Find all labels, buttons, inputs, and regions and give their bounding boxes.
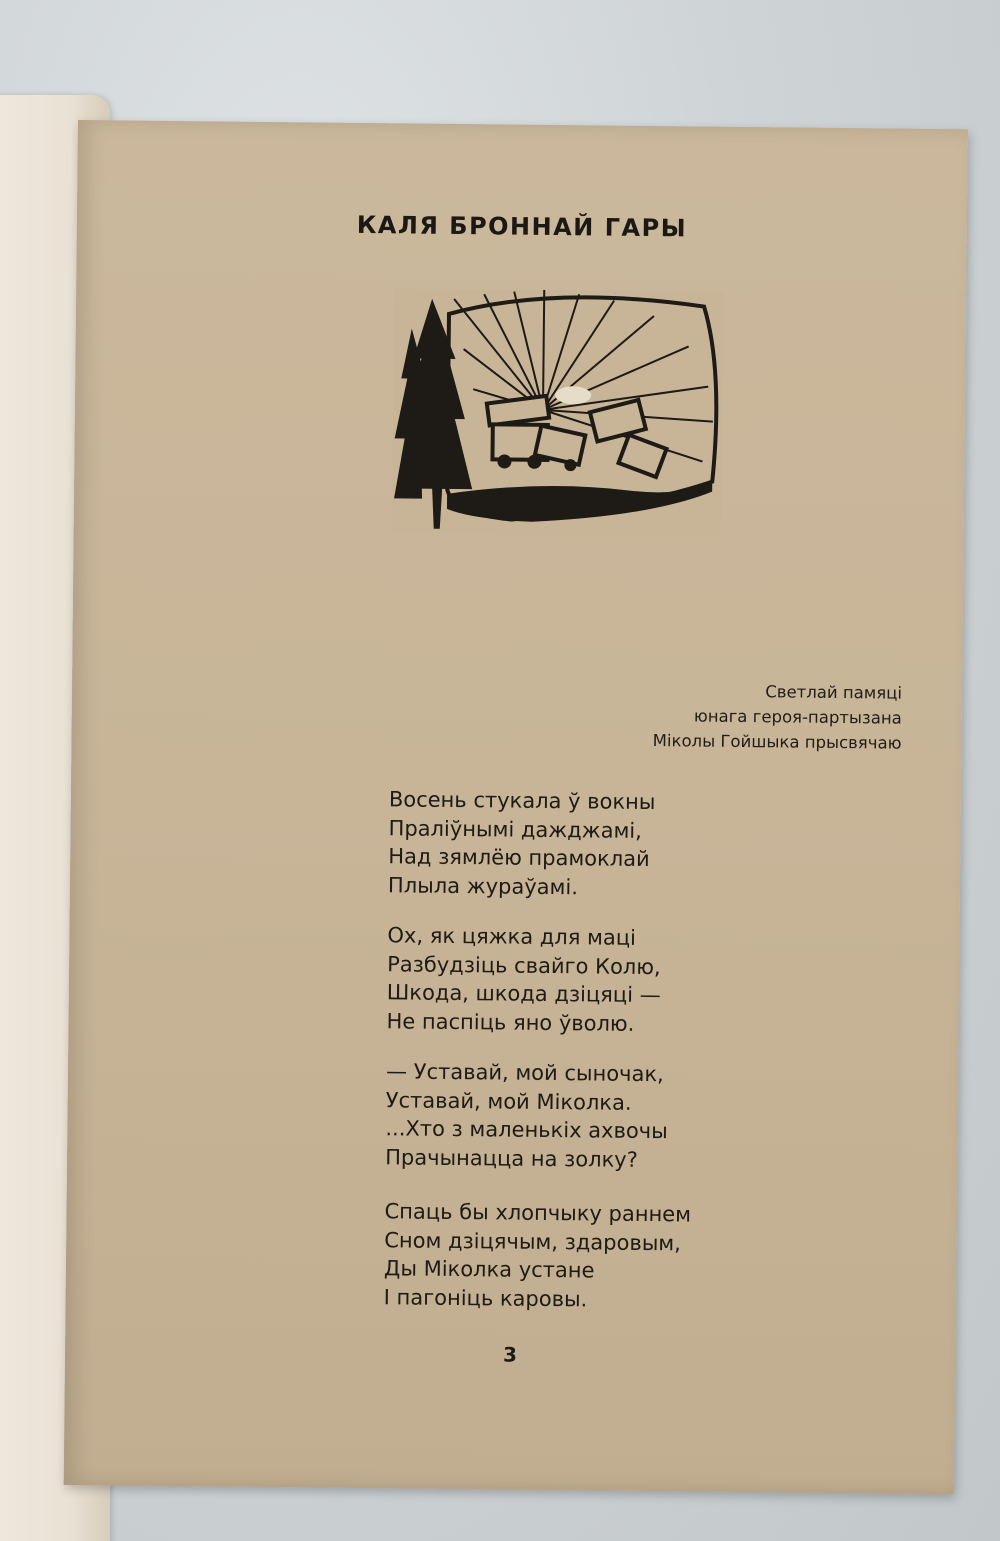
verse-line: Ды Міколка устане — [383, 1256, 595, 1283]
verse-line: — Уставай, мой сыночак, — [385, 1059, 664, 1087]
stanza — [386, 921, 661, 1038]
verse-line: Над зямлёю прамоклай — [388, 844, 650, 872]
stanza — [388, 785, 656, 902]
verse-line: Шкода, шкода дзіцяці — — [386, 980, 661, 1008]
dedication — [653, 678, 903, 756]
verse-line: Плыла жураўамі. — [387, 872, 579, 899]
verse-line: Разбудзіць свайго Колю, — [387, 951, 661, 979]
verse-line: Праліўнымі дажджамі, — [388, 815, 643, 843]
verse-line: Ох, як цяжка для маці — [387, 923, 637, 950]
dedication-line: Светлай памяці — [765, 682, 903, 703]
poem-title: КАЛЯ БРОННАЙ ГАРЫ — [356, 210, 688, 243]
verse-line: Уставай, мой Міколка. — [385, 1087, 632, 1115]
verse-line: Спаць бы хлопчыку раннем — [384, 1199, 692, 1227]
dedication-line: юнага героя-партызана — [693, 706, 902, 728]
verse-line: Не паспіць яно ўволю. — [386, 1008, 635, 1036]
woodcut-illustration-icon — [392, 288, 725, 536]
page-number: 3 — [503, 1342, 518, 1367]
book-page — [64, 120, 968, 1494]
verse-line: І пагоніць каровы. — [383, 1284, 588, 1311]
stanza — [384, 1197, 692, 1314]
dedication-line: Міколы Гойшыка прысвячаю — [652, 731, 902, 753]
verse-line: Восень стукала ў вокны — [388, 787, 656, 815]
verse-line: Прачынацца на золку? — [385, 1144, 638, 1172]
verse-line: Сном дзіцячым, здаровым, — [384, 1227, 682, 1255]
stanza — [385, 1057, 668, 1174]
verse-line: ...Хто з маленькіх ахвочы — [385, 1116, 668, 1144]
